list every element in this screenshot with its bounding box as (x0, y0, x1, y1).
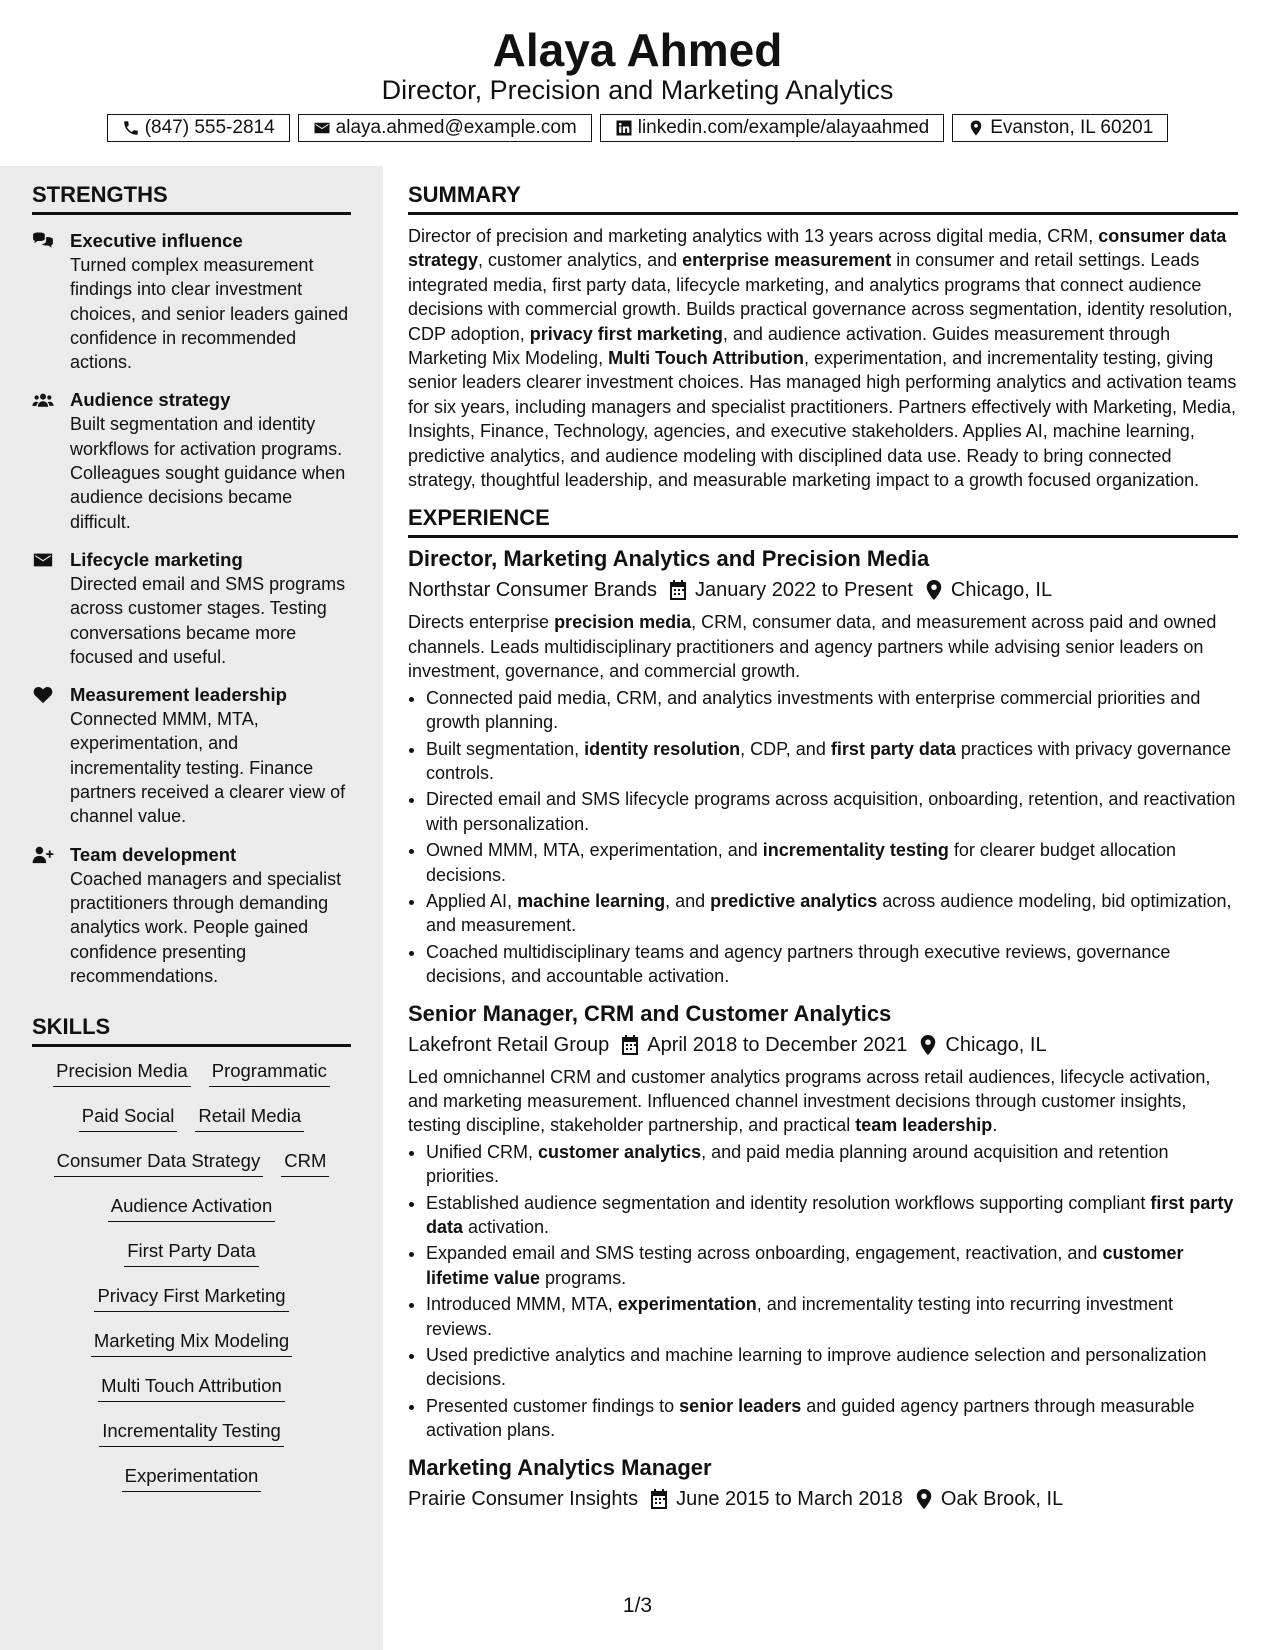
text-run: Director of precision and marketing analytics with 13 years across digital media, CRM, (408, 226, 1099, 246)
skill-row (32, 1284, 351, 1329)
job-location: Chicago, IL (945, 1033, 1047, 1056)
strength-title: Audience strategy (70, 389, 231, 411)
skill-tag: Incrementality Testing (99, 1419, 284, 1447)
job-bullets (408, 686, 1238, 989)
bullet-item (426, 1343, 1238, 1392)
contact-phone[interactable] (107, 114, 290, 142)
skills-list (32, 1059, 351, 1509)
users-icon (32, 391, 54, 409)
phone-icon (122, 119, 140, 137)
resume-header (0, 0, 1275, 166)
bullet-item (426, 1292, 1238, 1341)
skill-tag: First Party Data (124, 1239, 259, 1267)
text-run: in consumer and retail settings. Leads integrated media, first party data, lifecycle marketing, and analytics programs that connect audience decisions with commercial growth. Builds practical governance across segmentation, identity resolution, CDP adoption, (408, 250, 1233, 344)
bullet-item (426, 838, 1238, 887)
bullet-item (426, 940, 1238, 989)
job-dates: June 2015 to March 2018 (676, 1487, 903, 1510)
text-run: Used predictive analytics and machine learning to improve audience selection and personalization decisions. (426, 1345, 1207, 1390)
contact-location (952, 114, 1168, 142)
strength-item (32, 229, 351, 374)
text-run: Applied AI, (426, 890, 518, 911)
text-run: , and paid media planning around acquisition and retention priorities. (426, 1141, 1169, 1187)
bold-phrase: customer analytics (538, 1141, 702, 1162)
skill-tag: Paid Social (79, 1104, 178, 1132)
text-run: , and incrementality testing into recurring investment reviews. (426, 1294, 1173, 1339)
text-run: Directs enterprise (408, 612, 555, 633)
strength-body: Connected MMM, MTA, experimentation, and incrementality testing. Finance partners received a clearer view of channel value. (70, 709, 346, 827)
skill-tag: Audience Activation (108, 1194, 275, 1222)
text-run: Unified CRM, (426, 1141, 539, 1162)
strengths-heading: STRENGTHS (32, 182, 351, 215)
job-description (408, 610, 1238, 683)
envelope-icon (313, 119, 331, 137)
bullet-item (426, 787, 1238, 836)
text-run: Connected paid media, CRM, and analytics investments with enterprise commercial priorities and growth planning. (426, 687, 1201, 733)
skill-tag: CRM (281, 1149, 329, 1177)
job-title: Director, Marketing Analytics and Precision Media (408, 546, 930, 572)
bullet-item (426, 1241, 1238, 1290)
bold-phrase: Multi Touch Attribution (608, 348, 805, 369)
candidate-name: Alaya Ahmed (492, 24, 783, 76)
bullet-item (426, 1140, 1238, 1189)
summary-text (408, 224, 1238, 492)
bullet-item (426, 1191, 1238, 1240)
job-title: Senior Manager, CRM and Customer Analytics (408, 1000, 892, 1026)
bold-phrase: first party data (830, 738, 956, 759)
text-run: Coached multidisciplinary teams and agency partners through executive reviews, governance decisions, and accountable activation. (426, 941, 1171, 987)
bold-phrase: enterprise measurement (682, 250, 892, 271)
skill-row (32, 1464, 351, 1509)
skill-row (32, 1059, 351, 1104)
bold-phrase: precision media (554, 612, 692, 633)
skill-row (32, 1194, 351, 1239)
text-run: , and (665, 890, 711, 911)
user-plus-icon (32, 846, 54, 864)
job-entry (408, 1453, 1238, 1514)
bold-phrase: team leadership (855, 1115, 993, 1136)
job-dates: April 2018 to December 2021 (647, 1033, 908, 1056)
job-description (408, 1065, 1238, 1138)
job-title: Marketing Analytics Manager (408, 1454, 712, 1480)
bold-phrase: incrementality testing (762, 840, 949, 861)
text-run: , CRM, consumer data, and measurement across paid and owned channels. Leads multidisciplinary practitioners and agency partners while advising senior leaders on investment, governance, and commercial growth. (408, 612, 1217, 682)
heart-icon (32, 686, 54, 704)
text-run: . (992, 1115, 998, 1136)
bold-phrase: consumer data strategy (408, 226, 1227, 271)
skill-tag: Experimentation (122, 1464, 262, 1492)
skills-heading: SKILLS (32, 1014, 351, 1047)
page-number: 1/3 (622, 1594, 653, 1617)
candidate-title: Director, Precision and Marketing Analytics (381, 75, 894, 105)
skill-row (32, 1374, 351, 1419)
job-location: Chicago, IL (950, 579, 1053, 602)
skill-row (32, 1239, 351, 1284)
contact-bar (0, 114, 1275, 142)
contact-linkedin[interactable] (600, 114, 945, 142)
skill-tag: Precision Media (53, 1059, 191, 1087)
skill-tag: Programmatic (209, 1059, 330, 1087)
bold-phrase: predictive analytics (710, 890, 878, 911)
map-pin-icon (967, 119, 985, 137)
bullet-item (426, 737, 1238, 786)
text-run: Expanded email and SMS testing across onboarding, engagement, reactivation, and (426, 1243, 1103, 1264)
map-pin-icon (925, 580, 943, 600)
envelope-icon (32, 551, 54, 569)
job-company: Prairie Consumer Insights (408, 1487, 639, 1510)
strength-body: Built segmentation and identity workflows for activation programs. Colleagues sought guidance when audience decisions became difficult. (70, 414, 346, 532)
job-bullets (408, 1140, 1238, 1443)
skill-tag: Retail Media (195, 1104, 304, 1132)
skill-tag: Consumer Data Strategy (54, 1149, 264, 1177)
calendar-icon (650, 1489, 668, 1509)
chat-bubbles-icon (32, 232, 54, 250)
skill-row (32, 1329, 351, 1374)
bold-phrase: experimentation (617, 1294, 757, 1315)
text-run: , and audience activation. Guides measurement through Marketing Mix Modeling, (408, 323, 1171, 369)
job-location: Oak Brook, IL (940, 1487, 1064, 1510)
strength-title: Executive influence (70, 230, 243, 251)
skill-row (32, 1149, 351, 1194)
text-run: , customer analytics, and (478, 250, 683, 271)
bullet-item (426, 1394, 1238, 1443)
sidebar (0, 166, 383, 1650)
text-run: Introduced MMM, MTA, (426, 1294, 618, 1315)
bold-phrase: machine learning (517, 890, 666, 911)
skill-row (32, 1419, 351, 1464)
text-run: Built segmentation, (426, 738, 585, 759)
bullet-item (426, 686, 1238, 735)
linkedin-icon (615, 119, 633, 137)
bold-phrase: customer lifetime value (426, 1243, 1184, 1288)
job-company: Lakefront Retail Group (408, 1033, 610, 1056)
strength-body: Directed email and SMS programs across customer stages. Testing conversations became more focused and useful. (70, 573, 346, 667)
contact-linkedin-text: linkedin.com/example/alayaahmed (637, 117, 930, 138)
skill-tag: Multi Touch Attribution (98, 1374, 285, 1402)
strength-title: Measurement leadership (70, 684, 287, 706)
strength-item (32, 548, 351, 669)
skill-tag: Marketing Mix Modeling (91, 1329, 292, 1357)
contact-location-text: Evanston, IL 60201 (990, 117, 1154, 138)
text-run: Led omnichannel CRM and customer analytics programs across retail audiences, lifecycle activation, and marketing measurement. Influenced channel investment decisions through customer insights, testing discipline, stakeholder partnership, and practical (408, 1066, 1211, 1136)
text-run: programs. (540, 1267, 627, 1288)
text-run: Presented customer findings to (426, 1395, 680, 1416)
map-pin-icon (915, 1489, 933, 1509)
text-run: practices with privacy governance controls. (426, 738, 1232, 783)
strength-body: Coached managers and specialist practitioners through demanding analytics work. People gained confidence presenting recommendations. (70, 868, 342, 986)
text-run: , CDP, and (740, 738, 831, 759)
calendar-icon (669, 580, 687, 600)
strength-body: Turned complex measurement findings into clear investment choices, and senior leaders gained confidence in recommended actions. (70, 255, 349, 373)
text-run: activation. (463, 1217, 550, 1237)
calendar-icon (621, 1035, 639, 1055)
strength-title: Lifecycle marketing (70, 548, 243, 570)
skill-row (32, 1104, 351, 1149)
summary-heading: SUMMARY (408, 182, 1238, 215)
text-run: and guided agency partners through measurable activation plans. (426, 1395, 1195, 1441)
bold-phrase: privacy first marketing (529, 323, 723, 344)
strength-item (32, 683, 351, 828)
text-run: across audience modeling, bid optimization, and measurement. (426, 890, 1232, 936)
experience-list (408, 544, 1238, 1513)
map-pin-icon (919, 1035, 937, 1055)
bold-phrase: identity resolution (584, 738, 741, 759)
job-meta (408, 1484, 1238, 1514)
contact-email-text: alaya.ahmed@example.com (335, 117, 577, 138)
text-run: for clearer budget allocation decisions. (426, 840, 1176, 885)
skill-tag: Privacy First Marketing (94, 1284, 288, 1312)
job-meta (408, 575, 1238, 605)
text-run: , experimentation, and incrementality testing, giving senior leaders clearer investment choices. Has managed high performing analytics and activation teams for six years, including managers and specialist practitioners. Partners effectively with Marketing, Media, Insights, Finance, Technology, agencies, and executive stakeholders. Applies AI, machine learning, predictive analytics, and audience modeling with disciplined data use. Ready to bring connected strategy, thoughtful leadership, and measurable marketing impact to a growth focused organization. (408, 348, 1237, 491)
text-run: Directed email and SMS lifecycle programs across acquisition, onboarding, retention, and reactivation with personalization. (426, 789, 1236, 834)
job-dates: January 2022 to Present (694, 579, 913, 602)
contact-phone-text: (847) 555-2814 (144, 117, 275, 138)
bold-phrase: first party data (426, 1192, 1234, 1237)
bullet-item (426, 889, 1238, 938)
main-content (383, 166, 1275, 1650)
job-meta (408, 1030, 1238, 1060)
strength-title: Team development (70, 843, 237, 865)
job-entry (408, 544, 1238, 988)
bold-phrase: senior leaders (679, 1395, 802, 1416)
job-company: Northstar Consumer Brands (408, 579, 657, 602)
text-run: Established audience segmentation and identity resolution workflows supporting compliant (426, 1192, 1151, 1213)
experience-heading: EXPERIENCE (408, 505, 1238, 538)
text-run: Owned MMM, MTA, experimentation, and (426, 840, 763, 861)
strength-item (32, 843, 351, 988)
strength-item (32, 388, 351, 533)
job-entry (408, 999, 1238, 1443)
contact-email[interactable] (298, 114, 592, 142)
